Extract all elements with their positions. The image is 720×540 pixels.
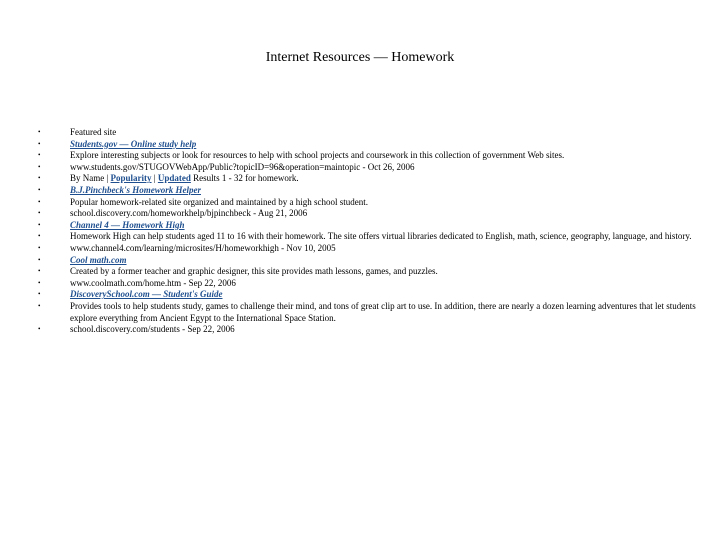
bullet: •	[38, 325, 41, 334]
item-text: Featured site	[70, 127, 117, 137]
list-item	[0, 127, 720, 139]
bullet: •	[38, 278, 41, 287]
bullet: •	[38, 301, 41, 310]
list-item	[0, 162, 720, 174]
list-item	[0, 150, 720, 162]
bullet: •	[38, 139, 41, 148]
list-item	[0, 208, 720, 220]
item-text: Explore interesting subjects or look for resources to help with school projects and coursework in this collection of government Web sites.	[70, 150, 565, 161]
item-text: Created by a former teacher and graphic designer, this site provides math lessons, games, and puzzles.	[70, 266, 438, 277]
list-item	[0, 220, 720, 232]
list-item	[0, 301, 720, 324]
item-url: school.discovery.com/students - Sep 22, 2006	[70, 324, 235, 335]
list-item	[0, 255, 720, 267]
bullet: •	[38, 220, 41, 229]
bullet: •	[38, 232, 41, 241]
bullet: •	[38, 290, 41, 299]
item-url: www.coolmath.com/home.htm - Sep 22, 2006	[70, 277, 236, 288]
list-item	[0, 173, 720, 185]
bullet: •	[38, 267, 41, 276]
item-text: Provides tools to help students study, games to challenge their mind, and tons of great clip art to use. In addition, there are nearly a dozen learning adventures that let students explore everything from Ancient Egypt to the International Space Station.	[70, 300, 696, 323]
list-item	[0, 278, 720, 290]
list-item	[0, 324, 720, 336]
bullet: •	[38, 151, 41, 160]
bullet: •	[38, 255, 41, 264]
bullet: •	[38, 174, 41, 183]
pinchbeck-link[interactable]: B.J.Pinchbeck's Homework Helper	[70, 184, 201, 195]
item-url: www.channel4.com/learning/microsites/H/homeworkhigh - Nov 10, 2005	[70, 242, 336, 253]
item-url: www.students.gov/STUGOVWebApp/Public?topicID=96&operation=maintopic - Oct 26, 2006	[70, 161, 415, 172]
bullet: •	[38, 185, 41, 194]
list-item	[0, 243, 720, 255]
bullet: •	[38, 209, 41, 218]
list-item	[0, 197, 720, 209]
channel4-link[interactable]: Channel 4 — Homework High	[70, 219, 185, 230]
results-count: Results 1 - 32 for homework.	[190, 173, 299, 184]
bullet: •	[38, 128, 41, 136]
list-item	[0, 289, 720, 301]
bullet: •	[38, 197, 41, 206]
resource-list	[0, 127, 720, 336]
item-text: Homework High can help students aged 11 to 16 with their homework. The site offers virtual libraries dedicated to English, math, science, geography, language, and history.	[70, 231, 692, 242]
sort-updated-link[interactable]: Updated	[157, 173, 191, 184]
sort-by-name-label: By Name |	[70, 173, 111, 184]
list-item	[0, 231, 720, 243]
item-text: Popular homework-related site organized and maintained by a high school student.	[70, 196, 369, 207]
item-url: school.discovery.com/homeworkhelp/bjpinchbeck - Aug 21, 2006	[70, 208, 308, 219]
page-title: Internet Resources — Homework	[265, 50, 455, 65]
list-item	[0, 139, 720, 151]
list-item	[0, 185, 720, 197]
coolmath-link[interactable]: Cool math.com	[70, 254, 127, 265]
bullet: •	[38, 243, 41, 252]
sort-popularity-link[interactable]: Popularity	[110, 173, 152, 184]
list-item	[0, 266, 720, 278]
bullet: •	[38, 162, 41, 171]
students-gov-link[interactable]: Students.gov — Online study help	[70, 138, 197, 149]
discoveryschool-link[interactable]: DiscoverySchool.com — Student's Guide	[70, 289, 223, 300]
sort-separator: |	[151, 173, 158, 184]
